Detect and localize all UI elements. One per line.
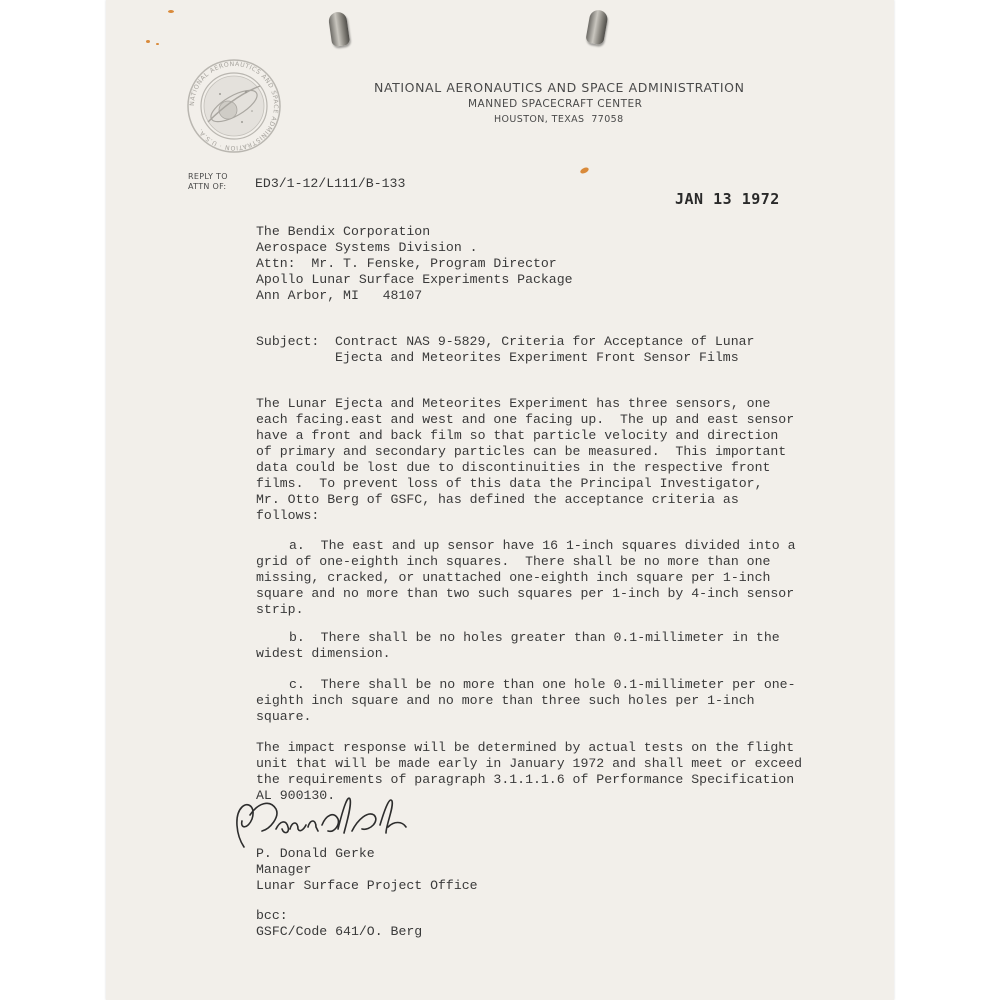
criteria-b-line: b. There shall be no holes greater than 0.1-millimeter in the [289,630,780,645]
reply-to-label: REPLY TO [188,172,228,181]
criteria-a-line: grid of one-eighth inch squares. There shall be no more than one [256,554,771,569]
rust-speck [168,10,174,13]
closing-line: AL 900130. [256,788,336,803]
attn-of-label: ATTN OF: [188,182,227,191]
body-line: each facing.east and west and one facing up. The up and east sensor [256,412,795,427]
recipient-line: Apollo Lunar Surface Experiments Package [256,272,573,287]
criteria-a-line: strip. [256,602,304,617]
body-line: The Lunar Ejecta and Meteorites Experiment has three sensors, one [256,396,771,411]
body-line: follows: [256,508,320,523]
recipient-line: Aerospace Systems Division . [256,240,478,255]
criteria-c-line: square. [256,709,312,724]
criteria-a-line: square and no more than two such squares per 1-inch by 4-inch sensor [256,586,795,601]
handwritten-signature [230,785,430,855]
criteria-a-line: missing, cracked, or unattached one-eighth inch square per 1-inch [256,570,771,585]
rust-speck [146,40,150,43]
recipient-line: Attn: Mr. T. Fenske, Program Director [256,256,557,271]
criteria-c-line: eighth inch square and no more than three such holes per 1-inch [256,693,755,708]
seal-text: NATIONAL AERONAUTICS AND SPACE ADMINISTRATION · U.S.A. [188,60,280,152]
signer-office: Lunar Surface Project Office [256,878,478,893]
subject-label: Subject: [256,334,320,349]
criteria-b-line: widest dimension. [256,646,391,661]
criteria-c-line: c. There shall be no more than one hole 0.1-millimeter per one- [289,677,796,692]
letterhead-address: HOUSTON, TEXAS 77058 [494,114,624,125]
criteria-a-line: a. The east and up sensor have 16 1-inch squares divided into a [289,538,796,553]
subject-line: Contract NAS 9-5829, Criteria for Acceptance of Lunar [335,334,755,349]
signer-title: Manager [256,862,312,877]
rust-speck [156,43,159,45]
date-stamp: JAN 13 1972 [675,190,780,208]
subject-line: Ejecta and Meteorites Experiment Front Sensor Films [335,350,739,365]
body-line: have a front and back film so that particle velocity and direction [256,428,779,443]
nasa-seal-icon [184,56,284,156]
bcc-label: bcc: [256,908,288,923]
body-line: films. To prevent loss of this data the Principal Investigator, [256,476,763,491]
recipient-line: Ann Arbor, MI 48107 [256,288,423,303]
signer-name: P. Donald Gerke [256,846,375,861]
letterhead-center: MANNED SPACECRAFT CENTER [468,98,643,110]
reference-code: ED3/1-12/L111/B-133 [255,176,406,191]
recipient-line: The Bendix Corporation [256,224,431,239]
closing-line: The impact response will be determined by actual tests on the flight [256,740,795,755]
closing-line: unit that will be made early in January 1972 and shall meet or exceed [256,756,803,771]
body-line: data could be lost due to discontinuities in the respective front [256,460,771,475]
closing-line: the requirements of paragraph 3.1.1.1.6 of Performance Specification [256,772,795,787]
body-line: of primary and secondary particles can be measured. This important [256,444,787,459]
letterhead-org: NATIONAL AERONAUTICS AND SPACE ADMINISTRATION [374,80,745,95]
bcc-line: GSFC/Code 641/O. Berg [256,924,423,939]
body-line: Mr. Otto Berg of GSFC, has defined the acceptance criteria as [256,492,739,507]
